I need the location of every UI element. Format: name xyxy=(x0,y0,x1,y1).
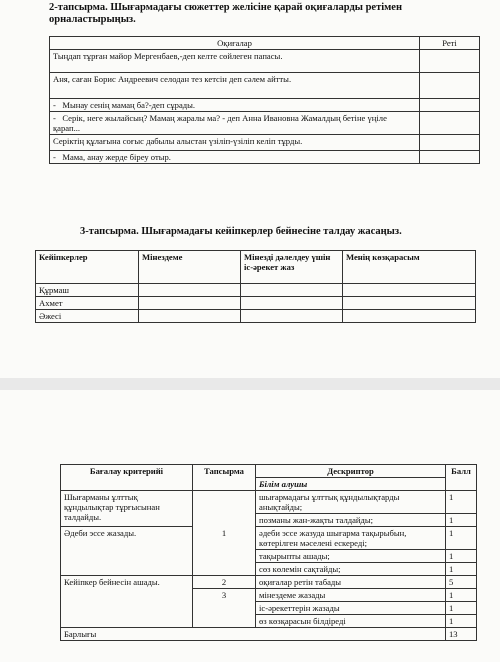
table-row xyxy=(61,527,477,550)
answer-cell[interactable] xyxy=(343,310,476,323)
answer-cell[interactable] xyxy=(343,297,476,310)
table-row xyxy=(50,112,480,135)
task-number: 3 xyxy=(193,589,256,628)
descriptor-cell: тақырыпты ашады; xyxy=(256,550,446,563)
task2-table xyxy=(49,36,480,164)
column-header-characters: Кейіпкерлер xyxy=(36,251,139,284)
descriptor-cell: оқиғалар ретін табады xyxy=(256,576,446,589)
event-cell xyxy=(50,151,420,164)
page-gap xyxy=(0,378,500,390)
task3-heading: 3-тапсырма. Шығармадағы кейіпкерлер бейнесіне талдау жасаңыз. xyxy=(80,226,402,237)
order-cell[interactable] xyxy=(420,151,480,164)
character-name: Әжесі xyxy=(36,310,139,323)
bullet-dash: - xyxy=(53,100,56,110)
table-row xyxy=(36,310,476,323)
task-number: 1 xyxy=(193,491,256,576)
column-header-my-view: Менің көзқарасым xyxy=(343,251,476,284)
column-header-points: Балл xyxy=(446,465,477,491)
order-cell[interactable] xyxy=(420,50,480,73)
points-cell: 1 xyxy=(446,491,477,514)
bullet-dash: - xyxy=(53,113,56,123)
event-cell: Тыңдап тұрған майор Мергенбаев,-деп келте сөйлеген папасы. xyxy=(50,50,420,73)
order-cell[interactable] xyxy=(420,112,480,135)
table-row xyxy=(50,99,480,112)
total-points: 13 xyxy=(446,628,477,641)
descriptor-cell: іс-әрекеттерін жазады xyxy=(256,602,446,615)
table-row xyxy=(50,73,480,99)
rubric-table xyxy=(60,464,477,641)
event-text: Мынау сенің мамаң ба?-деп сұрады. xyxy=(62,100,196,110)
criterion-cell: Әдеби эссе жазады. xyxy=(61,527,193,576)
column-header-actions: Мінезді дәлелдеу үшін іс-әрекет жаз xyxy=(241,251,343,284)
column-header-events: Оқиғалар xyxy=(50,37,420,50)
answer-cell[interactable] xyxy=(139,310,241,323)
task3-table xyxy=(35,250,476,323)
table-row xyxy=(50,50,480,73)
table-header-row xyxy=(50,37,480,50)
descriptor-cell: әдеби эссе жазуда шығарма тақырыбын, көтерілген мәселені ескереді; xyxy=(256,527,446,550)
descriptor-subheader: Білім алушы xyxy=(256,478,446,491)
points-cell: 1 xyxy=(446,550,477,563)
answer-cell[interactable] xyxy=(241,284,343,297)
table-total-row xyxy=(61,628,477,641)
table-header-row xyxy=(36,251,476,284)
task2-heading: 2-тапсырма. Шығармадағы сюжеттер желісіне қарай оқиғаларды ретімен орналастырыңыз. xyxy=(49,2,403,25)
event-cell: Аня, саған Борис Андреевич селодан тез кетсін деп сәлем айтты. xyxy=(50,73,420,99)
descriptor-cell: өз көзқарасын білдіреді xyxy=(256,615,446,628)
descriptor-cell: мінездеме жазады xyxy=(256,589,446,602)
table-row xyxy=(36,284,476,297)
points-cell: 5 xyxy=(446,576,477,589)
criterion-cell: Шығарманы ұлттық құндылықтар тұрғысынан талдайды. xyxy=(61,491,193,527)
table-row xyxy=(61,491,477,514)
points-cell: 1 xyxy=(446,589,477,602)
points-cell: 1 xyxy=(446,563,477,576)
table-row xyxy=(61,576,477,589)
total-label: Барлығы xyxy=(61,628,446,641)
event-text: Серік, неге жылайсың? Мамаң жаралы ма? - деп Анна Ивановна Жамалдың бетіне үңіле қарап... xyxy=(53,113,387,133)
column-header-task: Тапсырма xyxy=(193,465,256,491)
event-text: Мама, анау жерде біреу отыр. xyxy=(62,152,171,162)
column-header-characterization: Мінездеме xyxy=(139,251,241,284)
points-cell: 1 xyxy=(446,514,477,527)
descriptor-cell: шығармадағы ұлттық құндылықтарды анықтайды; xyxy=(256,491,446,514)
answer-cell[interactable] xyxy=(139,284,241,297)
descriptor-cell: сөз көлемін сақтайды; xyxy=(256,563,446,576)
table-row xyxy=(50,151,480,164)
answer-cell[interactable] xyxy=(343,284,476,297)
points-cell: 1 xyxy=(446,602,477,615)
order-cell[interactable] xyxy=(420,99,480,112)
order-cell[interactable] xyxy=(420,135,480,151)
event-cell: Серіктің құлағына соғыс дабылы алыстан үзіліп-үзіліп келіп тұрды. xyxy=(50,135,420,151)
event-cell xyxy=(50,99,420,112)
character-name: Ахмет xyxy=(36,297,139,310)
table-row xyxy=(36,297,476,310)
answer-cell[interactable] xyxy=(139,297,241,310)
column-header-descriptor: Дескриптор xyxy=(256,465,446,478)
column-header-criterion: Бағалау критерийі xyxy=(61,465,193,491)
answer-cell[interactable] xyxy=(241,297,343,310)
character-name: Құрмаш xyxy=(36,284,139,297)
criterion-cell: Кейіпкер бейнесін ашады. xyxy=(61,576,193,628)
descriptor-cell: позманы жан-жақты талдайды; xyxy=(256,514,446,527)
column-header-order: Реті xyxy=(420,37,480,50)
table-row xyxy=(50,135,480,151)
order-cell[interactable] xyxy=(420,73,480,99)
points-cell: 1 xyxy=(446,615,477,628)
answer-cell[interactable] xyxy=(241,310,343,323)
points-cell: 1 xyxy=(446,527,477,550)
task-number: 2 xyxy=(193,576,256,589)
bullet-dash: - xyxy=(53,152,56,162)
event-cell xyxy=(50,112,420,135)
table-header-row xyxy=(61,465,477,478)
worksheet-page-bottom xyxy=(0,390,500,662)
